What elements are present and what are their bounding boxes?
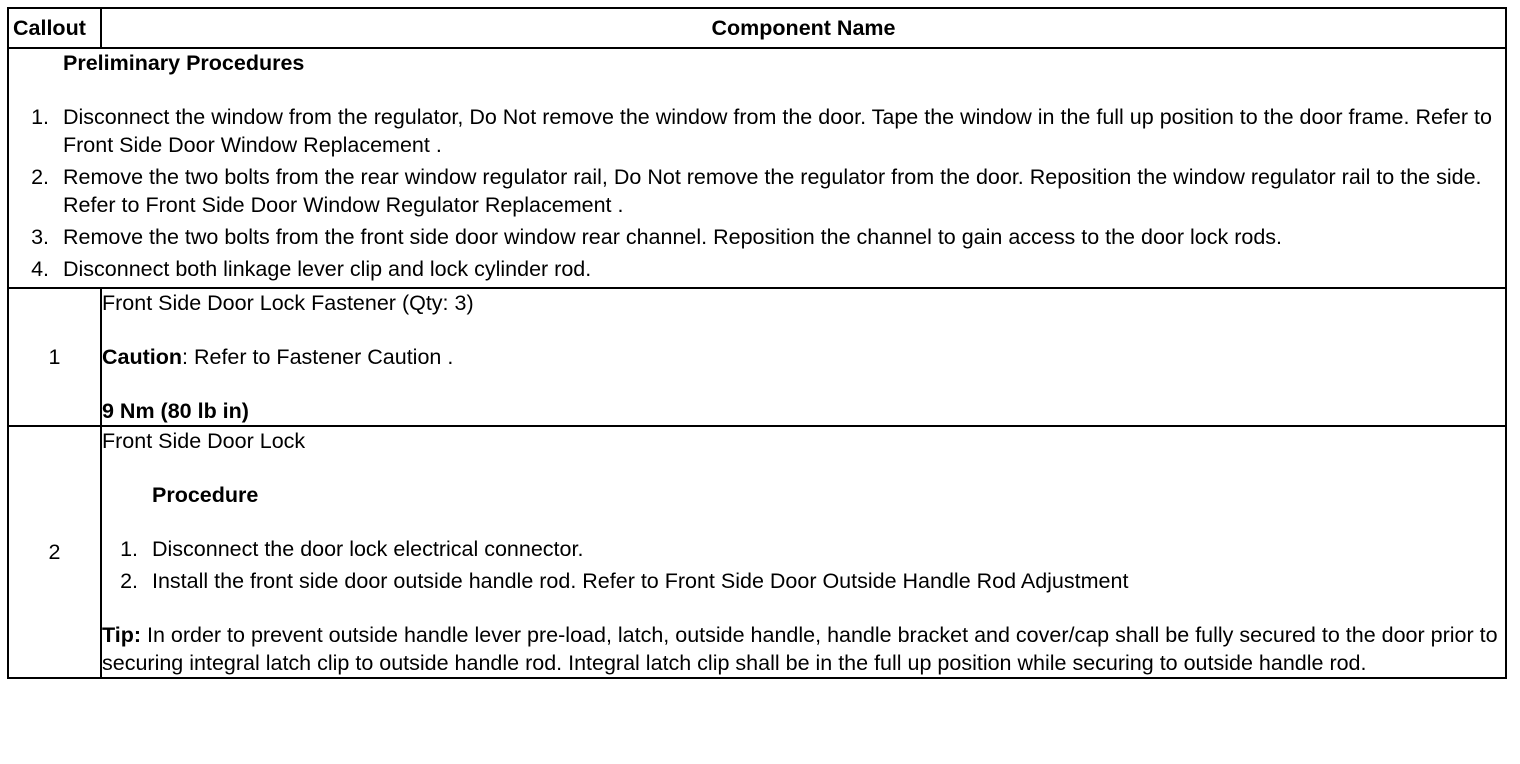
preliminary-title: Preliminary Procedures	[63, 51, 305, 75]
callout-number: 2	[8, 426, 101, 678]
step-number: 1.	[120, 537, 138, 561]
preliminary-cell	[8, 48, 1506, 288]
procedure-steps	[102, 535, 1505, 595]
step-text: Remove the two bolts from the front side door window rear channel. Reposition the channel to gain access to the door lock rods.	[63, 225, 1283, 249]
step-text: Install the front side door outside handle rod. Refer to Front Side Door Outside Handle Rod Adjustment	[152, 569, 1129, 593]
preliminary-row	[8, 48, 1506, 288]
component-table	[7, 7, 1507, 679]
list-item	[9, 103, 1505, 159]
step-number: 1.	[31, 105, 49, 129]
step-text: Disconnect the door lock electrical connector.	[152, 537, 584, 561]
preliminary-steps	[9, 103, 1505, 283]
step-text: Remove the two bolts from the rear window regulator rail, Do Not remove the regulator from the door. Reposition the window regulator rail to the side. Refer to Front Side Door Window Regulator Replacement .	[63, 165, 1482, 217]
callout-header: Callout	[8, 8, 101, 48]
step-text: Disconnect both linkage lever clip and lock cylinder rod.	[63, 257, 592, 281]
step-number: 2.	[31, 165, 49, 189]
table-row	[8, 426, 1506, 678]
procedure-title: Procedure	[152, 483, 259, 507]
list-item	[9, 223, 1505, 251]
table-row	[8, 288, 1506, 426]
list-item	[102, 535, 1505, 563]
list-item	[9, 255, 1505, 283]
component-name: Front Side Door Lock	[102, 429, 306, 453]
step-number: 3.	[31, 225, 49, 249]
step-number: 4.	[31, 257, 49, 281]
tip-note	[102, 621, 1505, 677]
list-item	[9, 163, 1505, 219]
tip-text: In order to prevent outside handle lever pre-load, latch, outside handle, handle bracket and cover/cap shall be fully secured to the door prior to securing integral latch clip to outside handle rod. Integral latch clip shall be in the full up position while securing to outside handle rod.	[102, 623, 1498, 675]
tip-label: Tip:	[102, 623, 142, 647]
component-cell	[101, 288, 1506, 426]
table-header-row	[8, 8, 1506, 48]
torque-spec: 9 Nm (80 lb in)	[102, 399, 249, 423]
caution-text: : Refer to Fastener Caution .	[182, 345, 454, 369]
step-text: Disconnect the window from the regulator, Do Not remove the window from the door. Tape the window in the full up position to the door frame. Refer to Front Side Door Window Replacement .	[63, 105, 1492, 157]
callout-number: 1	[8, 288, 101, 426]
caution-note	[102, 343, 1505, 371]
component-name-header: Component Name	[101, 8, 1506, 48]
component-cell	[101, 426, 1506, 678]
caution-label: Caution	[102, 345, 183, 369]
list-item	[102, 567, 1505, 595]
component-name: Front Side Door Lock Fastener (Qty: 3)	[102, 291, 474, 315]
step-number: 2.	[120, 569, 138, 593]
